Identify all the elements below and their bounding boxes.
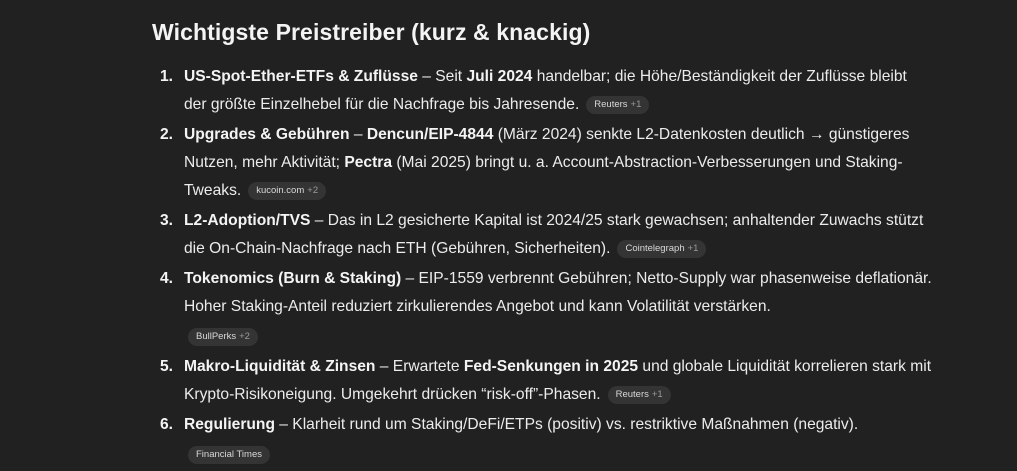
source-badge[interactable]: Cointelegraph +1 <box>617 240 706 258</box>
source-badge[interactable]: Financial Times <box>188 446 270 464</box>
item-number: 5. <box>160 358 174 375</box>
item-text: L2-Adoption/TVS – Das in L2 gesicherte Kapital ist 2024/25 stark gewachsen; anhaltender Zuwachs stützt die On-Chain-Nachfrage nach ETH (Gebühren, Sicherheiten). <box>184 212 924 257</box>
list-item <box>152 63 932 119</box>
list-item <box>152 207 932 263</box>
list-item <box>152 265 932 351</box>
item-number: 3. <box>160 212 174 229</box>
section-heading: Wichtigste Preistreiber (kurz & knackig) <box>152 19 591 45</box>
source-badge[interactable]: BullPerks +2 <box>188 328 258 346</box>
item-text: US-Spot-Ether-ETFs & Zuflüsse – Seit Juli 2024 handelbar; die Höhe/Beständigkeit der Zuflüsse bleibt der größte Einzelhebel für die Nachfrage bis Jahresende. <box>184 68 907 113</box>
item-text: Tokenomics (Burn & Staking) – EIP-1559 verbrennt Gebühren; Netto-Supply war phasenweise deflationär. Hoher Staking-Anteil reduziert zirkulierendes Angebot und kann Volatilität verstärken. <box>184 270 932 315</box>
source-badge[interactable]: Reuters +1 <box>608 386 671 404</box>
source-badge[interactable]: Reuters +1 <box>586 96 649 114</box>
item-number: 1. <box>160 68 174 85</box>
list-item <box>152 411 932 469</box>
answer-content <box>152 16 932 471</box>
item-text: Makro-Liquidität & Zinsen – Erwartete Fed-Senkungen in 2025 und globale Liquidität korrelieren stark mit Krypto-Risikoneigung. Umgekehrt drücken “risk-off”-Phasen. <box>184 358 932 403</box>
price-drivers-list <box>152 63 932 469</box>
item-text: Regulierung – Klarheit rund um Staking/DeFi/ETPs (positiv) vs. restriktive Maßnahmen (negativ). <box>184 416 859 433</box>
item-number: 2. <box>160 126 174 143</box>
item-number: 4. <box>160 270 174 287</box>
list-item <box>152 353 932 409</box>
item-number: 6. <box>160 416 174 433</box>
list-item <box>152 121 932 205</box>
item-text: Upgrades & Gebühren – Dencun/EIP-4844 (März 2024) senkte L2-Datenkosten deutlich → günstigeres Nutzen, mehr Aktivität; Pectra (Mai 2025) bringt u. a. Account-Abstraction-Verbesserungen und Staking-Tweaks. <box>184 126 910 199</box>
source-badge[interactable]: kucoin.com +2 <box>248 182 326 200</box>
